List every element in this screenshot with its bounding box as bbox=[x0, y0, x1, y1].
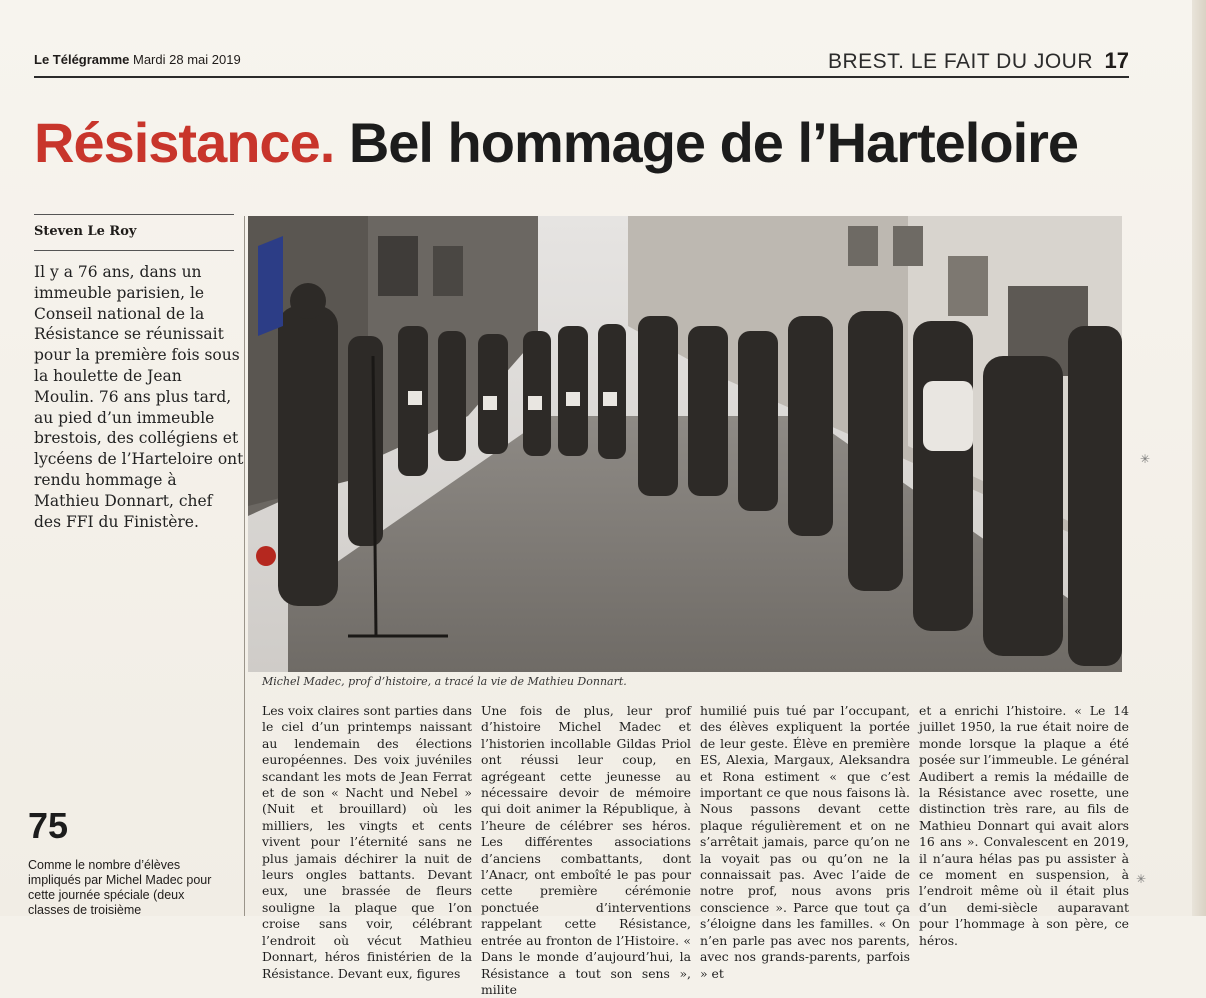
ornament-icon: ✳ bbox=[1136, 872, 1147, 886]
issue-date: Mardi 28 mai 2019 bbox=[133, 52, 241, 67]
paragraph: humilié puis tué par l’occupant, des élèves expliquent la portée de leur geste. Élève en première ES, Alexia, Margaux, Aleksandra et Rona estiment « que c’est important ce que nous faisons là. Nous passons devant cette plaque régulièrement et on ne s’arrêtait jamais, parce qu’on ne la voyait pas ou qu’on ne la connaissait pas. Avec l’aide de notre prof, nous avons pris conscience ». Parce que tout ça s’éloigne dans les familles. « On n’en parle pas avec nos parents, avec nos grands-parents, parfois » et bbox=[700, 703, 910, 981]
stat-number: 75 bbox=[28, 805, 69, 846]
page-edge bbox=[1192, 0, 1206, 916]
paragraph: Une fois de plus, leur prof d’histoire Michel Madec et l’historien incollable Gildas Priol ont réussi leur coup, en agrégeant cette jeunesse au nécessaire devoir de mémoire qui doit animer la République, à l’heure de célébrer ses héros. Les différentes associations d’anciens combattants, dont l’Anacr, ont emboîté le pas pour cette première cérémonie ponctuée d’interventions rappelant cette Résistance, entrée au fronton de l’Histoire. « Dans le monde d’aujourd’hui, la Résistance a tout son sens », milite bbox=[481, 703, 691, 997]
byline: Steven Le Roy bbox=[34, 224, 137, 239]
headline bbox=[34, 110, 1129, 190]
paragraph: Les voix claires sont parties dans le ciel d’un printemps naissant au lendemain des élections européennes. Des voix juvéniles scandant les mots de Jean Ferrat et de son « Nacht und Nebel » (Nuit et brouillard) où les milliers, les vingts et cents vivent pour l’éternité sans ne plus jamais déchirer la nuit de leurs ongles battants. Devant eux, une brassée de fleurs souligne la plaque que l’on croise sans voir, célébrant l’endroit où vécut Mathieu Donnart, héros finistérien de la Résistance. Devant eux, figures bbox=[262, 703, 472, 981]
paragraph: et a enrichi l’histoire. « Le 14 juillet 1950, la rue était noire de monde lorsque la plaque a été posée sur l’immeuble. Le général Audibert a remis la médaille de la Résistance avec rosette, une distinction très rare, au fils de Mathieu Donnart qui avait alors 16 ans ». Convalescent en 2019, il n’aura hélas pas pu assister à ce moment en suspension, à l’endroit même où il était plus d’un demi-siècle auparavant pour l’hommage à son père, ce héros. bbox=[919, 703, 1129, 948]
paper-name: Le Télégramme bbox=[34, 52, 130, 67]
body-column-3 bbox=[700, 703, 910, 981]
body-column-4 bbox=[919, 703, 1129, 948]
author-rule bbox=[34, 214, 234, 215]
photo-caption: Michel Madec, prof d’histoire, a tracé la vie de Mathieu Donnart. bbox=[262, 675, 627, 688]
headline-kicker: Résistance. bbox=[34, 111, 335, 174]
section-title: BREST. LE FAIT DU JOUR bbox=[828, 50, 1093, 73]
lead-paragraph: Il y a 76 ans, dans un immeuble parisien, le Conseil national de la Résistance se réunissait pour la première fois sous la houlette de Jean Moulin. 76 ans plus tard, au pied d’un immeuble brestois, des collégiens et lycéens de l’Harteloire ont rendu hommage à Mathieu Donnart, chef des FFI du Finistère. bbox=[34, 263, 244, 531]
body-column-2 bbox=[481, 703, 691, 997]
column-divider bbox=[244, 216, 245, 916]
header-rule bbox=[34, 76, 1129, 78]
article-photo bbox=[248, 216, 1122, 672]
masthead-left bbox=[34, 52, 241, 67]
stat-description: Comme le nombre d’élèves impliqués par Michel Madec pour cette journée spéciale (deux classes de troisième bbox=[28, 858, 212, 917]
ornament-icon: ✳ bbox=[1140, 452, 1151, 466]
photo-illustration bbox=[248, 216, 1122, 672]
author-rule bbox=[34, 250, 234, 251]
page-number: 17 bbox=[1104, 48, 1129, 73]
body-column-1 bbox=[262, 703, 472, 981]
headline-title: Bel hommage de l’Harteloire bbox=[348, 111, 1079, 174]
